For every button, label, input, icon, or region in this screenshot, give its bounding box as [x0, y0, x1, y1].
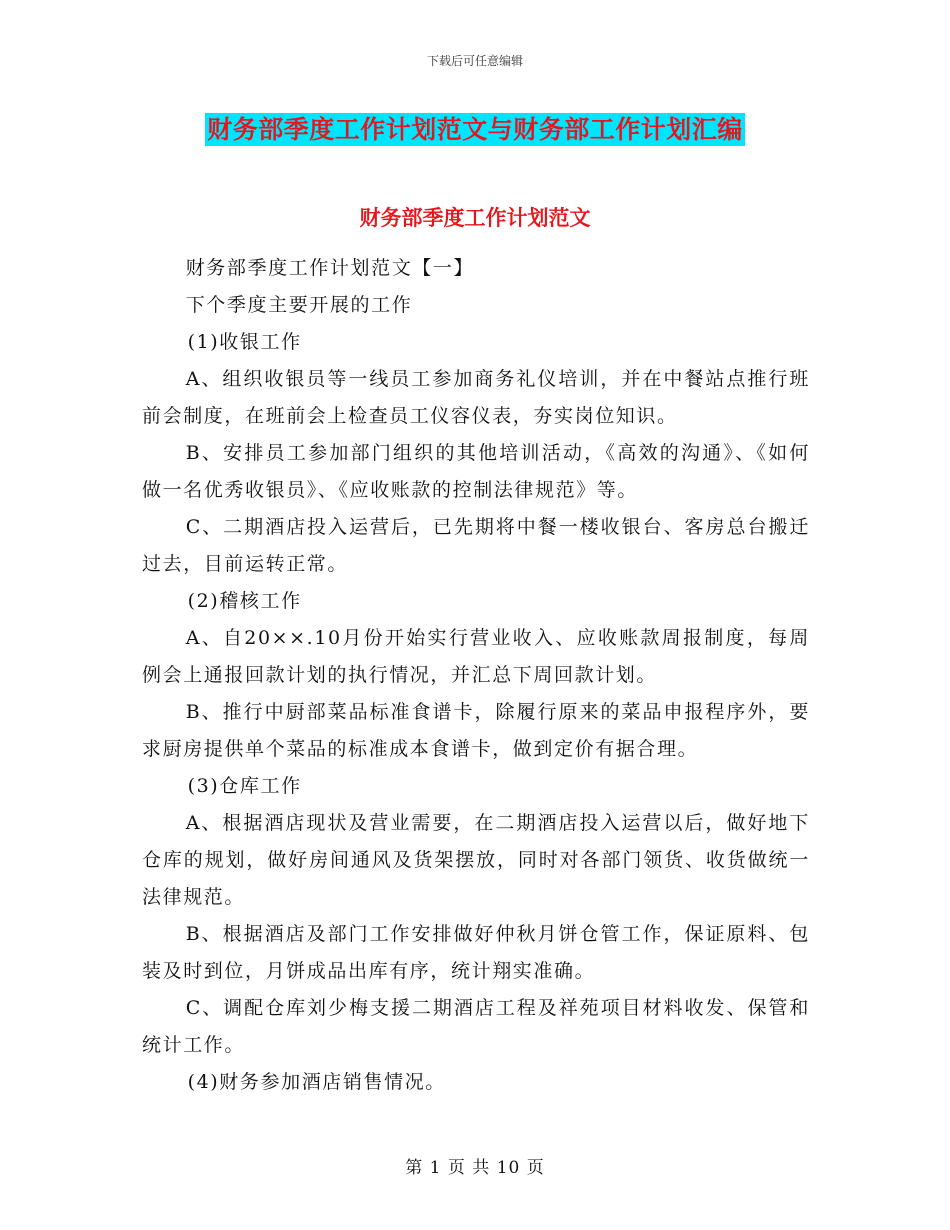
section-title: 财务部季度工作计划范文 [359, 206, 591, 230]
paragraph: 财务部季度工作计划范文【一】 [185, 257, 475, 279]
subsection-heading: (4)财务参加酒店销售情况。 [187, 1071, 446, 1093]
paragraph: B、安排员工参加部门组织的其他培训活动，《高效的沟通》、《如何做一名优秀收银员》、《应收账款的控制法律规范》等。 [142, 442, 810, 501]
paragraph: B、推行中厨部菜品标准食谱卡，除履行原来的菜品申报程序外，要求厨房提供单个菜品的标准成本食谱卡，做到定价有据合理。 [142, 701, 810, 760]
paragraph: B、根据酒店及部门工作安排做好仲秋月饼仓管工作，保证原料、包装及时到位，月饼成品出库有序，统计翔实准确。 [142, 923, 810, 982]
body-text [142, 250, 810, 1101]
paragraph: A、组织收银员等一线员工参加商务礼仪培训，并在中餐站点推行班前会制度，在班前会上检查员工仪容仪表，夯实岗位知识。 [142, 368, 810, 427]
subsection-heading: (2)稽核工作 [187, 590, 302, 612]
paragraph: A、自20××.10月份开始实行营业收入、应收账款周报制度，每周例会上通报回款计划的执行情况，并汇总下周回款计划。 [142, 627, 810, 686]
document-title-text: 财务部季度工作计划范文与财务部工作计划汇编 [207, 115, 743, 144]
page-footer: 第 1 页 共 10 页 [405, 1158, 545, 1178]
paragraph: C、调配仓库刘少梅支援二期酒店工程及祥苑项目材料收发、保管和统计工作。 [142, 997, 810, 1056]
subsection-heading: (1)收银工作 [187, 331, 302, 353]
paragraph: A、根据酒店现状及营业需要，在二期酒店投入运营以后，做好地下仓库的规划，做好房间通风及货架摆放，同时对各部门领货、收货做统一法律规范。 [142, 812, 810, 908]
subsection-heading: (3)仓库工作 [187, 775, 302, 797]
paragraph: C、二期酒店投入运营后，已先期将中餐一楼收银台、客房总台搬迁过去，目前运转正常。 [142, 516, 810, 575]
header-note: 下载后可任意编辑 [426, 54, 523, 68]
paragraph: 下个季度主要开展的工作 [185, 294, 413, 316]
document-title [0, 110, 950, 146]
